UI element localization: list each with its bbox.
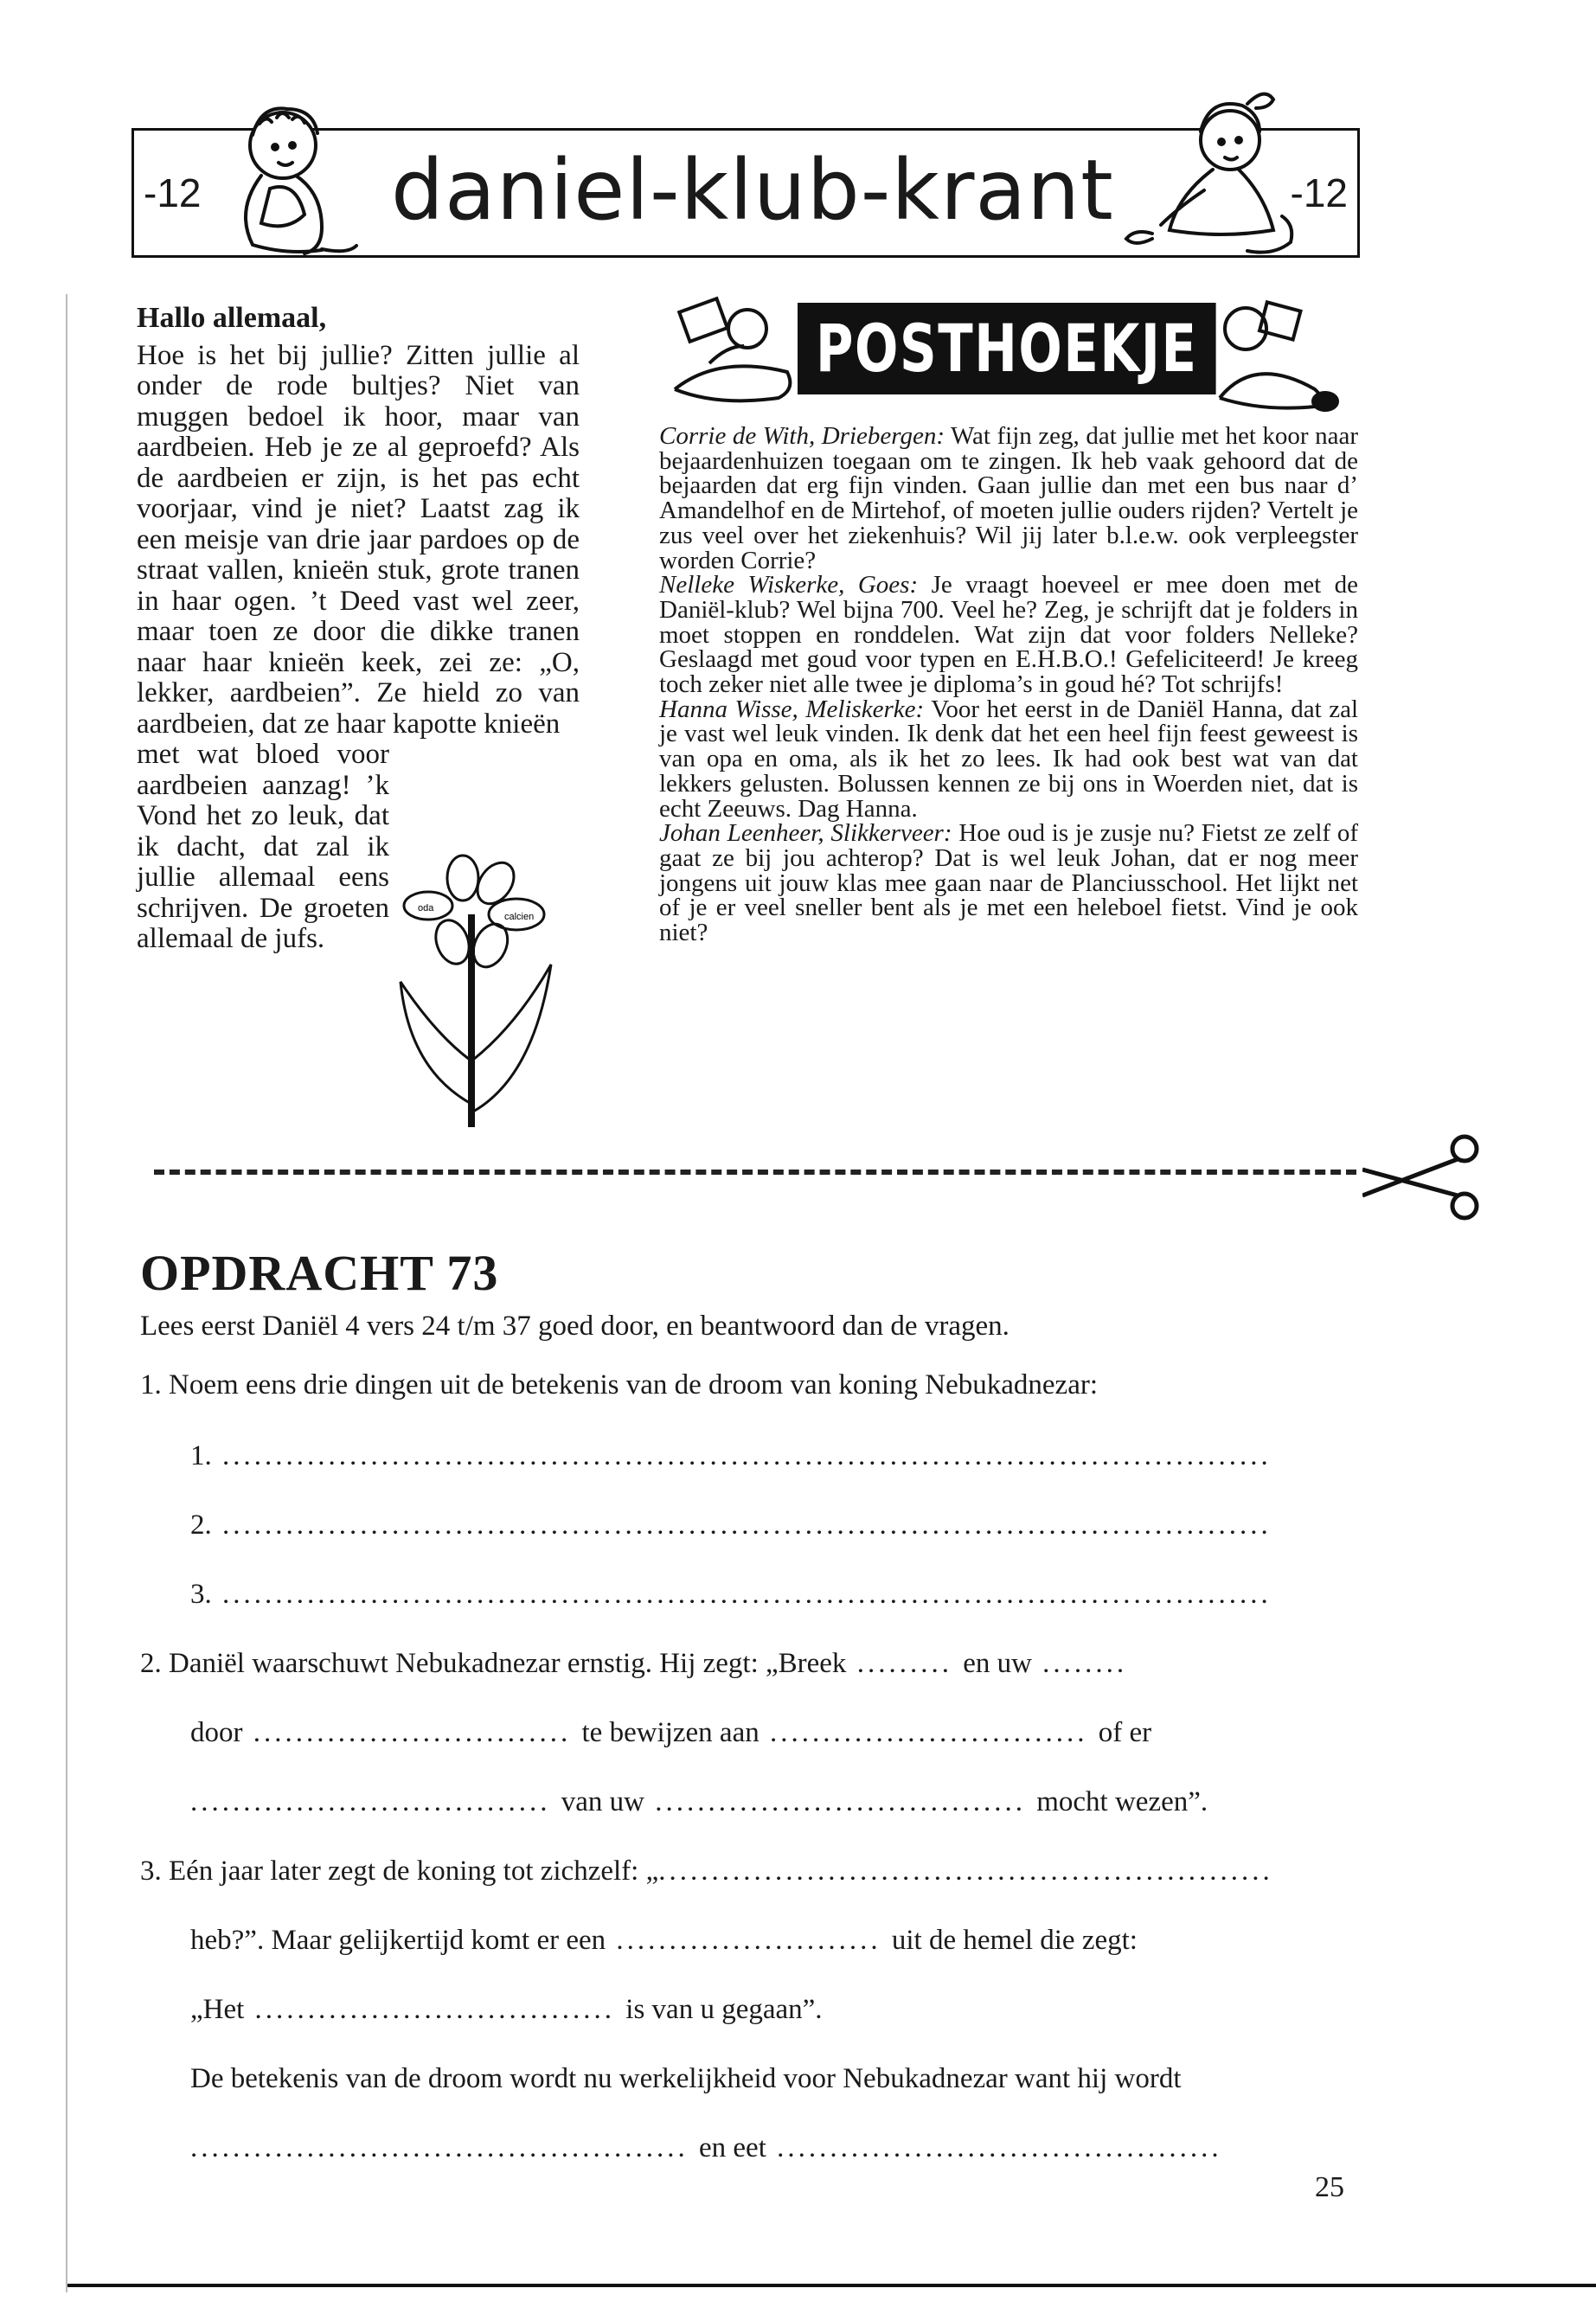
letter-greeting: Hallo allemaal, — [137, 302, 327, 334]
q3-text-a: 3. Eén jaar later zegt de koning tot zichzelf: „ — [140, 1856, 659, 1887]
page-number: 25 — [1315, 2171, 1344, 2203]
reading-child-right-illustration — [1211, 294, 1341, 415]
q3-text-e: is van u gegaan”. — [625, 1994, 823, 2025]
answer-number: 3. — [190, 1579, 212, 1610]
question-3-line-1: 3. Eén jaar later zegt de koning tot zichzelf: „.......................................................... — [140, 1856, 1273, 1887]
postbox-letters — [659, 424, 1358, 945]
postbox-entry — [659, 821, 1358, 945]
answer-line: 2. ................................................................................................... — [190, 1509, 1272, 1541]
flower-word-2: calcien — [504, 912, 535, 922]
entry-name: Hanna Wisse, Meliskerke: — [659, 695, 925, 723]
scan-edge-line — [66, 294, 67, 2292]
q3-text-g: en eet — [699, 2132, 766, 2163]
entry-text: Je vraagt hoeveel er mee doen met de Daniël-klub? Wel bijna 700. Veel he? Zeg, je schrijft dat je folders in moet stoppen en ronddelen. Wat zijn dat voor folders Nelleke? Geslaagd met goud voor typen en E.H.B.O.! Gefeliciteerd! Je kreeg toch zeker niet alle twee je diploma’s in goud hé? Tot schrijfs! — [659, 571, 1358, 699]
q3-text-c: uit de hemel die zegt: — [891, 1925, 1138, 1956]
q3-text-d: „Het — [190, 1994, 245, 2025]
postbox-entry — [659, 573, 1358, 697]
postbox-entry — [659, 697, 1358, 822]
boy-illustration — [201, 93, 382, 258]
postbox-entry — [659, 424, 1358, 573]
letter-body-narrow: met wat bloed voor aardbeien aanzag! ’k Vond het zo leuk, dat ik dacht, dat zal ik jullie allemaal eens schrijven. De groeten allemaal de jufs. — [137, 739, 389, 954]
q2-text-c: door — [190, 1717, 243, 1748]
question-3-line-4: De betekenis van de droom wordt nu werkelijkheid voor Nebukadnezar want hij wordt — [190, 2063, 1182, 2094]
entry-text: Voor het eerst in de Daniël Hanna, dat zal je vast wel leuk vinden. Ik denk dat het een heel fijn feest geweest is van opa en oma, als ik het zo lees. Ik had ook best wat van dat lekkers gelusten. Bolussen kennen ze bij ons in Woerden niet, dat is echt Zeeuws. Dag Hanna. — [659, 695, 1359, 823]
answer-line: 3. ................................................................................................... — [190, 1579, 1272, 1610]
q2-text-e: of er — [1098, 1717, 1152, 1748]
masthead — [131, 93, 1360, 258]
entry-name: Johan Leenheer, Slikkerveer: — [659, 819, 952, 848]
q2-text-g: mocht wezen”. — [1036, 1786, 1208, 1817]
entry-text: Hoe oud is je zusje nu? Fietst ze zelf of gaat ze bij jou achterop? Dat is wel leuk Johan, dat er nog meer jongens uit jouw klas mee gaan naar de Planciusschool. Het lijkt net of je er veel sneller bent als je met een heleboel fietst. Vind je ook niet? — [659, 819, 1358, 947]
question-2-line-2: door .............................. te bewijzen aan .............................. of er — [190, 1717, 1152, 1748]
flower-illustration — [394, 852, 558, 1129]
assignment-intro: Lees eerst Daniël 4 vers 24 t/m 37 goed door, en beantwoord dan de vragen. — [140, 1311, 1010, 1342]
masthead-title: daniel-klub-krant — [391, 142, 1114, 239]
issue-number-left: -12 — [144, 170, 202, 215]
issue-number-right: -12 — [1290, 170, 1348, 215]
postbox-banner — [657, 294, 1341, 415]
question-3-line-3: „Het .................................. is van u gegaan”. — [190, 1994, 823, 2025]
question-2-line-1: 2. Daniël waarschuwt Nebukadnezar ernstig. Hij zegt: „Breek ......... en uw ........ — [140, 1648, 1128, 1679]
answer-number: 1. — [190, 1440, 212, 1471]
letter-body: Hoe is het bij jullie? Zitten jullie al onder de rode bultjes? Niet van muggen bedoel ik hoor, maar van aardbeien. Heb je ze al geproefd? Als de aardbeien er zijn, is het pas echt voorjaar, vind je niet? Laatst zag ik een meisje van drie jaar pardoes op de straat vallen, knieën stuk, grote tranen in haar ogen. ’t Deed vast wel zeer, maar toen ze door die dikke tranen naar haar knieën keek, zei ze: „O, lekker, aardbeien”. Ze hield zo van aardbeien, dat ze haar kapotte knieën — [137, 339, 580, 740]
question-2-line-3: .................................. van uw ................................... mocht wezen”. — [190, 1786, 1208, 1817]
question-3-line-2: heb?”. Maar gelijkertijd komt er een ......................... uit de hemel die zegt: — [190, 1925, 1138, 1956]
entry-name: Nelleke Wiskerke, Goes: — [659, 571, 919, 599]
girl-illustration — [1118, 87, 1317, 260]
bottom-rule — [67, 2284, 1596, 2287]
q2-text-a: 2. Daniël waarschuwt Nebukadnezar ernstig. Hij zegt: „Breek — [140, 1648, 847, 1679]
q3-text-b: heb?”. Maar gelijkertijd komt er een — [190, 1925, 606, 1956]
answer-line: 1. ................................................................................................... — [190, 1440, 1272, 1471]
assignment-title: OPDRACHT 73 — [140, 1245, 499, 1301]
flower-word-1: oda — [418, 903, 434, 913]
scissors-icon — [1362, 1133, 1484, 1228]
question-1: 1. Noem eens drie dingen uit de betekenis van de droom van koning Nebukadnezar: — [140, 1369, 1098, 1400]
postbox-banner-label: POSTHOEKJE — [798, 303, 1216, 394]
entry-name: Corrie de With, Driebergen: — [659, 422, 945, 450]
entry-text: Wat fijn zeg, dat jullie met het koor naar bejaardenhuizen toegaan om te zingen. Ik heb vaak gehoord dat de bejaarden dat erg fijn vinden. Gaan jullie dan met een bus naar d’ Amandelhof en de Mirtehof, of moeten jullie ouders rijden? Vertelt je zus veel over het ziekenhuis? Wil jij later b.l.e.w. ook verpleegster worden Corrie? — [659, 422, 1358, 574]
q2-text-b: en uw — [963, 1648, 1032, 1679]
reading-child-left-illustration — [657, 294, 804, 415]
answer-number: 2. — [190, 1509, 212, 1541]
cut-line — [154, 1170, 1356, 1175]
q2-text-f: van uw — [561, 1786, 644, 1817]
q2-text-d: te bewijzen aan — [581, 1717, 760, 1748]
question-3-line-5: ............................................... en eet .......................................... — [190, 2132, 1222, 2163]
